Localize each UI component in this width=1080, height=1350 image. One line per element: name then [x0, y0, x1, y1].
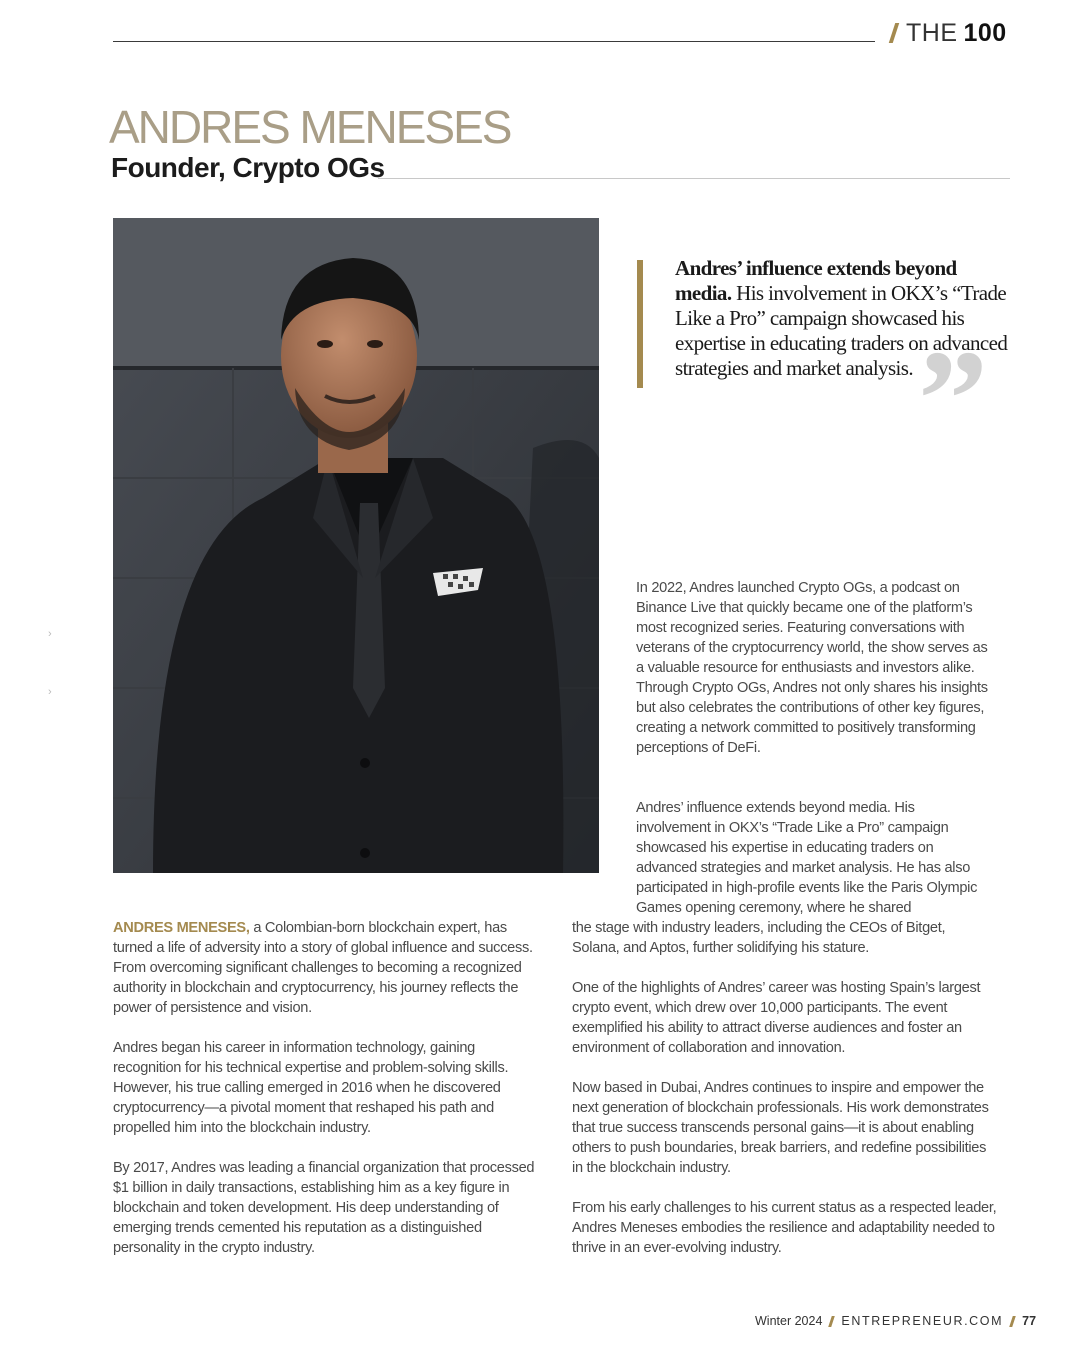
header-rule [113, 41, 875, 42]
profile-name: ANDRES MENESES [109, 101, 511, 153]
section-tag [892, 18, 1007, 48]
portrait-photo [113, 218, 599, 873]
right-paragraph-4: Now based in Dubai, Andres continues to inspire and empower the next generation of blockchain professionals. His work demonstrates that true success transcends personal gains—it is about enabling others to push boundaries, break barriers, and redefine possibilities in the blockchain industry. [572, 1080, 989, 1176]
pull-quote-lead: Andres’ influence extends beyond media. [675, 256, 957, 305]
page-number: 77 [1022, 1314, 1037, 1328]
quote-mark-icon: ” [918, 322, 988, 477]
section-number: 100 [963, 18, 1007, 47]
chevron-right-icon: › [48, 628, 52, 640]
pull-quote-bar [637, 260, 643, 388]
pull-quote-text: His involvement in OKX’s “Trade Like a Pro” campaign showcased his expertise in educating traders on advanced strategies and market analysis. [675, 281, 1008, 380]
portrait-illustration [113, 218, 599, 873]
right-paragraph-5: From his early challenges to his current status as a respected leader, Andres Meneses embodies the resilience and adaptability needed to thrive in an ever-evolving industry. [572, 1200, 997, 1256]
title-rule [378, 178, 1010, 179]
slash-icon [889, 23, 899, 43]
slash-icon [829, 1316, 836, 1327]
page-footer [755, 1313, 1036, 1329]
left-paragraph-2: Andres began his career in information technology, gaining recognition for his technical expertise and problem-solving skills. However, his true calling emerged in 2016 when he discovered cryptocurrency—a pivotal moment that reshaped his path and propelled him into the blockchain industry. [113, 1040, 509, 1136]
chevron-right-icon: › [48, 686, 52, 698]
footer-issue: Winter 2024 [755, 1314, 823, 1328]
right-paragraph-1: In 2022, Andres launched Crypto OGs, a podcast on Binance Live that quickly became one of the platform’s most recognized series. Featuring conversations with veterans of the cryptocurrency world, the show serves as a valuable resource for enthusiasts and investors alike. Through Crypto OGs, Andres not only shares his insights but also celebrates the contributions of other key figures, creating a network committed to positively transforming perceptions of DeFi. [636, 580, 988, 756]
lead-name: ANDRES MENESES, [113, 920, 250, 936]
footer-site: ENTREPRENEUR.COM [841, 1314, 1004, 1328]
profile-title: Founder, Crypto OGs [111, 152, 385, 183]
left-paragraph-1-text: a Colombian-born blockchain expert, has turned a life of adversity into a story of global influence and success. From overcoming significant challenges to becoming a recognized authority in blockchain and cryptocurrency, his journey reflects the power of persistence and vision. [113, 920, 533, 1016]
section-prefix: THE [906, 18, 958, 47]
right-paragraph-3: One of the highlights of Andres’ career was hosting Spain’s largest crypto event, which drew over 10,000 participants. The event exemplified his ability to attract diverse audiences and foster an environment of collaboration and innovation. [572, 980, 981, 1056]
right-paragraph-2a: Andres’ influence extends beyond media. His involvement in OKX’s “Trade Like a Pro” campaign showcased his expertise in educating traders on advanced strategies and market analysis. He has also participated in high-profile events like the Paris Olympic Games opening ceremony, where he shared [636, 800, 978, 916]
left-paragraph-3: By 2017, Andres was leading a financial organization that processed $1 billion in daily transactions, establishing him as a key figure in blockchain and token development. His deep understanding of emerging trends cemented his reputation as a distinguished personality in the crypto industry. [113, 1160, 535, 1256]
right-paragraph-2b: the stage with industry leaders, including the CEOs of Bitget, Solana, and Aptos, further solidifying his stature. [572, 920, 946, 956]
slash-icon [1009, 1316, 1016, 1327]
left-paragraph-1 [113, 918, 538, 1018]
